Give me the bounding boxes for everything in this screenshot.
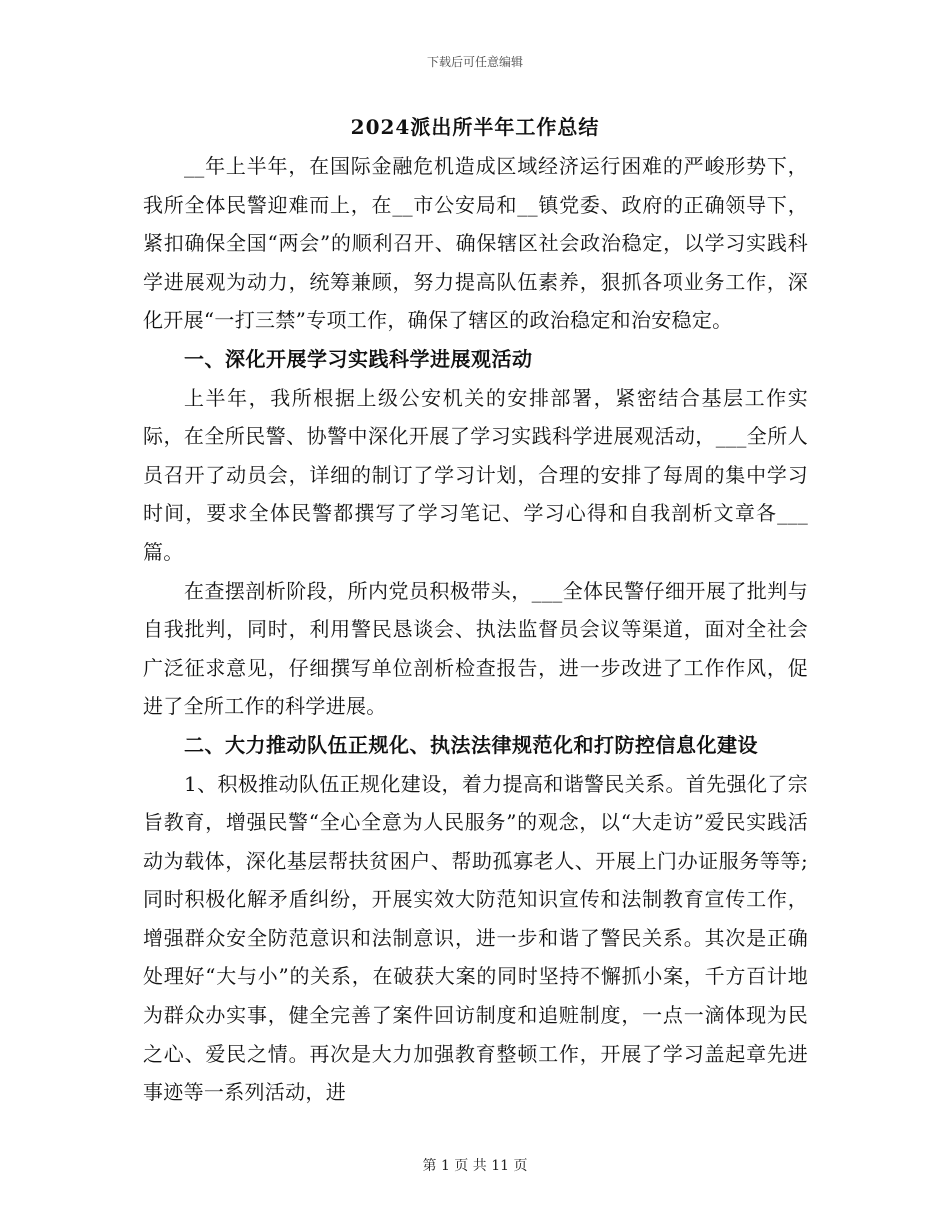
header-note: 下载后可任意编辑 [426,55,523,69]
page-number: 第 1 页 共 11 页 [422,1158,528,1174]
document-body [143,147,808,1112]
section-1-paragraph-1: 上半年，我所根据上级公安机关的安排部署，紧密结合基层工作实际，在全所民警、协警中深化开展了学习实践科学进展观活动，___全所人员召开了动员会，详细的制订了学习计划，合理的安排了每周的集中学习时间，要求全体民警都撰写了学习笔记、学习心得和自我剖析文章各___篇。 [143,385,808,564]
section-heading-2: 二、大力推动队伍正规化、执法法律规范化和打防控信息化建设 [184,732,758,757]
section-1-paragraph-2: 在查摆剖析阶段，所内党员积极带头，___全体民警仔细开展了批判与自我批判，同时，利用警民恳谈会、执法监督员会议等渠道，面对全社会广泛征求意见，仔细撰写单位剖析检查报告，进一步改进了工作作风，促进了全所工作的科学进展。 [143,578,808,719]
section-heading-1: 一、深化开展学习实践科学进展观活动 [184,346,533,371]
section-2-paragraph-1: 1、积极推动队伍正规化建设，着力提高和谐警民关系。首先强化了宗旨教育，增强民警“全心全意为人民服务”的观念，以“大走访”爱民实践活动为载体，深化基层帮扶贫困户、帮助孤寡老人、开展上门办证服务等等;同时积极化解矛盾纠纷，开展实效大防范知识宣传和法制教育宣传工作，增强群众安全防范意识和法制意识，进一步和谐了警民关系。其次是正确处理好“大与小”的关系，在破获大案的同时坚持不懈抓小案，千方百计地为群众办实事，健全完善了案件回访制度和追赃制度，一点一滴体现为民之心、爱民之情。再次是大力加强教育整顿工作，开展了学习盖起章先进事迹等一系列活动，进 [143,771,808,1105]
document-title: 2024派出所半年工作总结 [350,115,600,139]
intro-paragraph: __年上半年，在国际金融危机造成区域经济运行困难的严峻形势下，我所全体民警迎难而上，在__市公安局和__镇党委、政府的正确领导下，紧扣确保全国“两会”的顺利召开、确保辖区社会政治稳定，以学习实践科学进展观为动力，统筹兼顾，努力提高队伍素养，狠抓各项业务工作，深化开展“一打三禁”专项工作，确保了辖区的政治稳定和治安稳定。 [143,154,808,333]
